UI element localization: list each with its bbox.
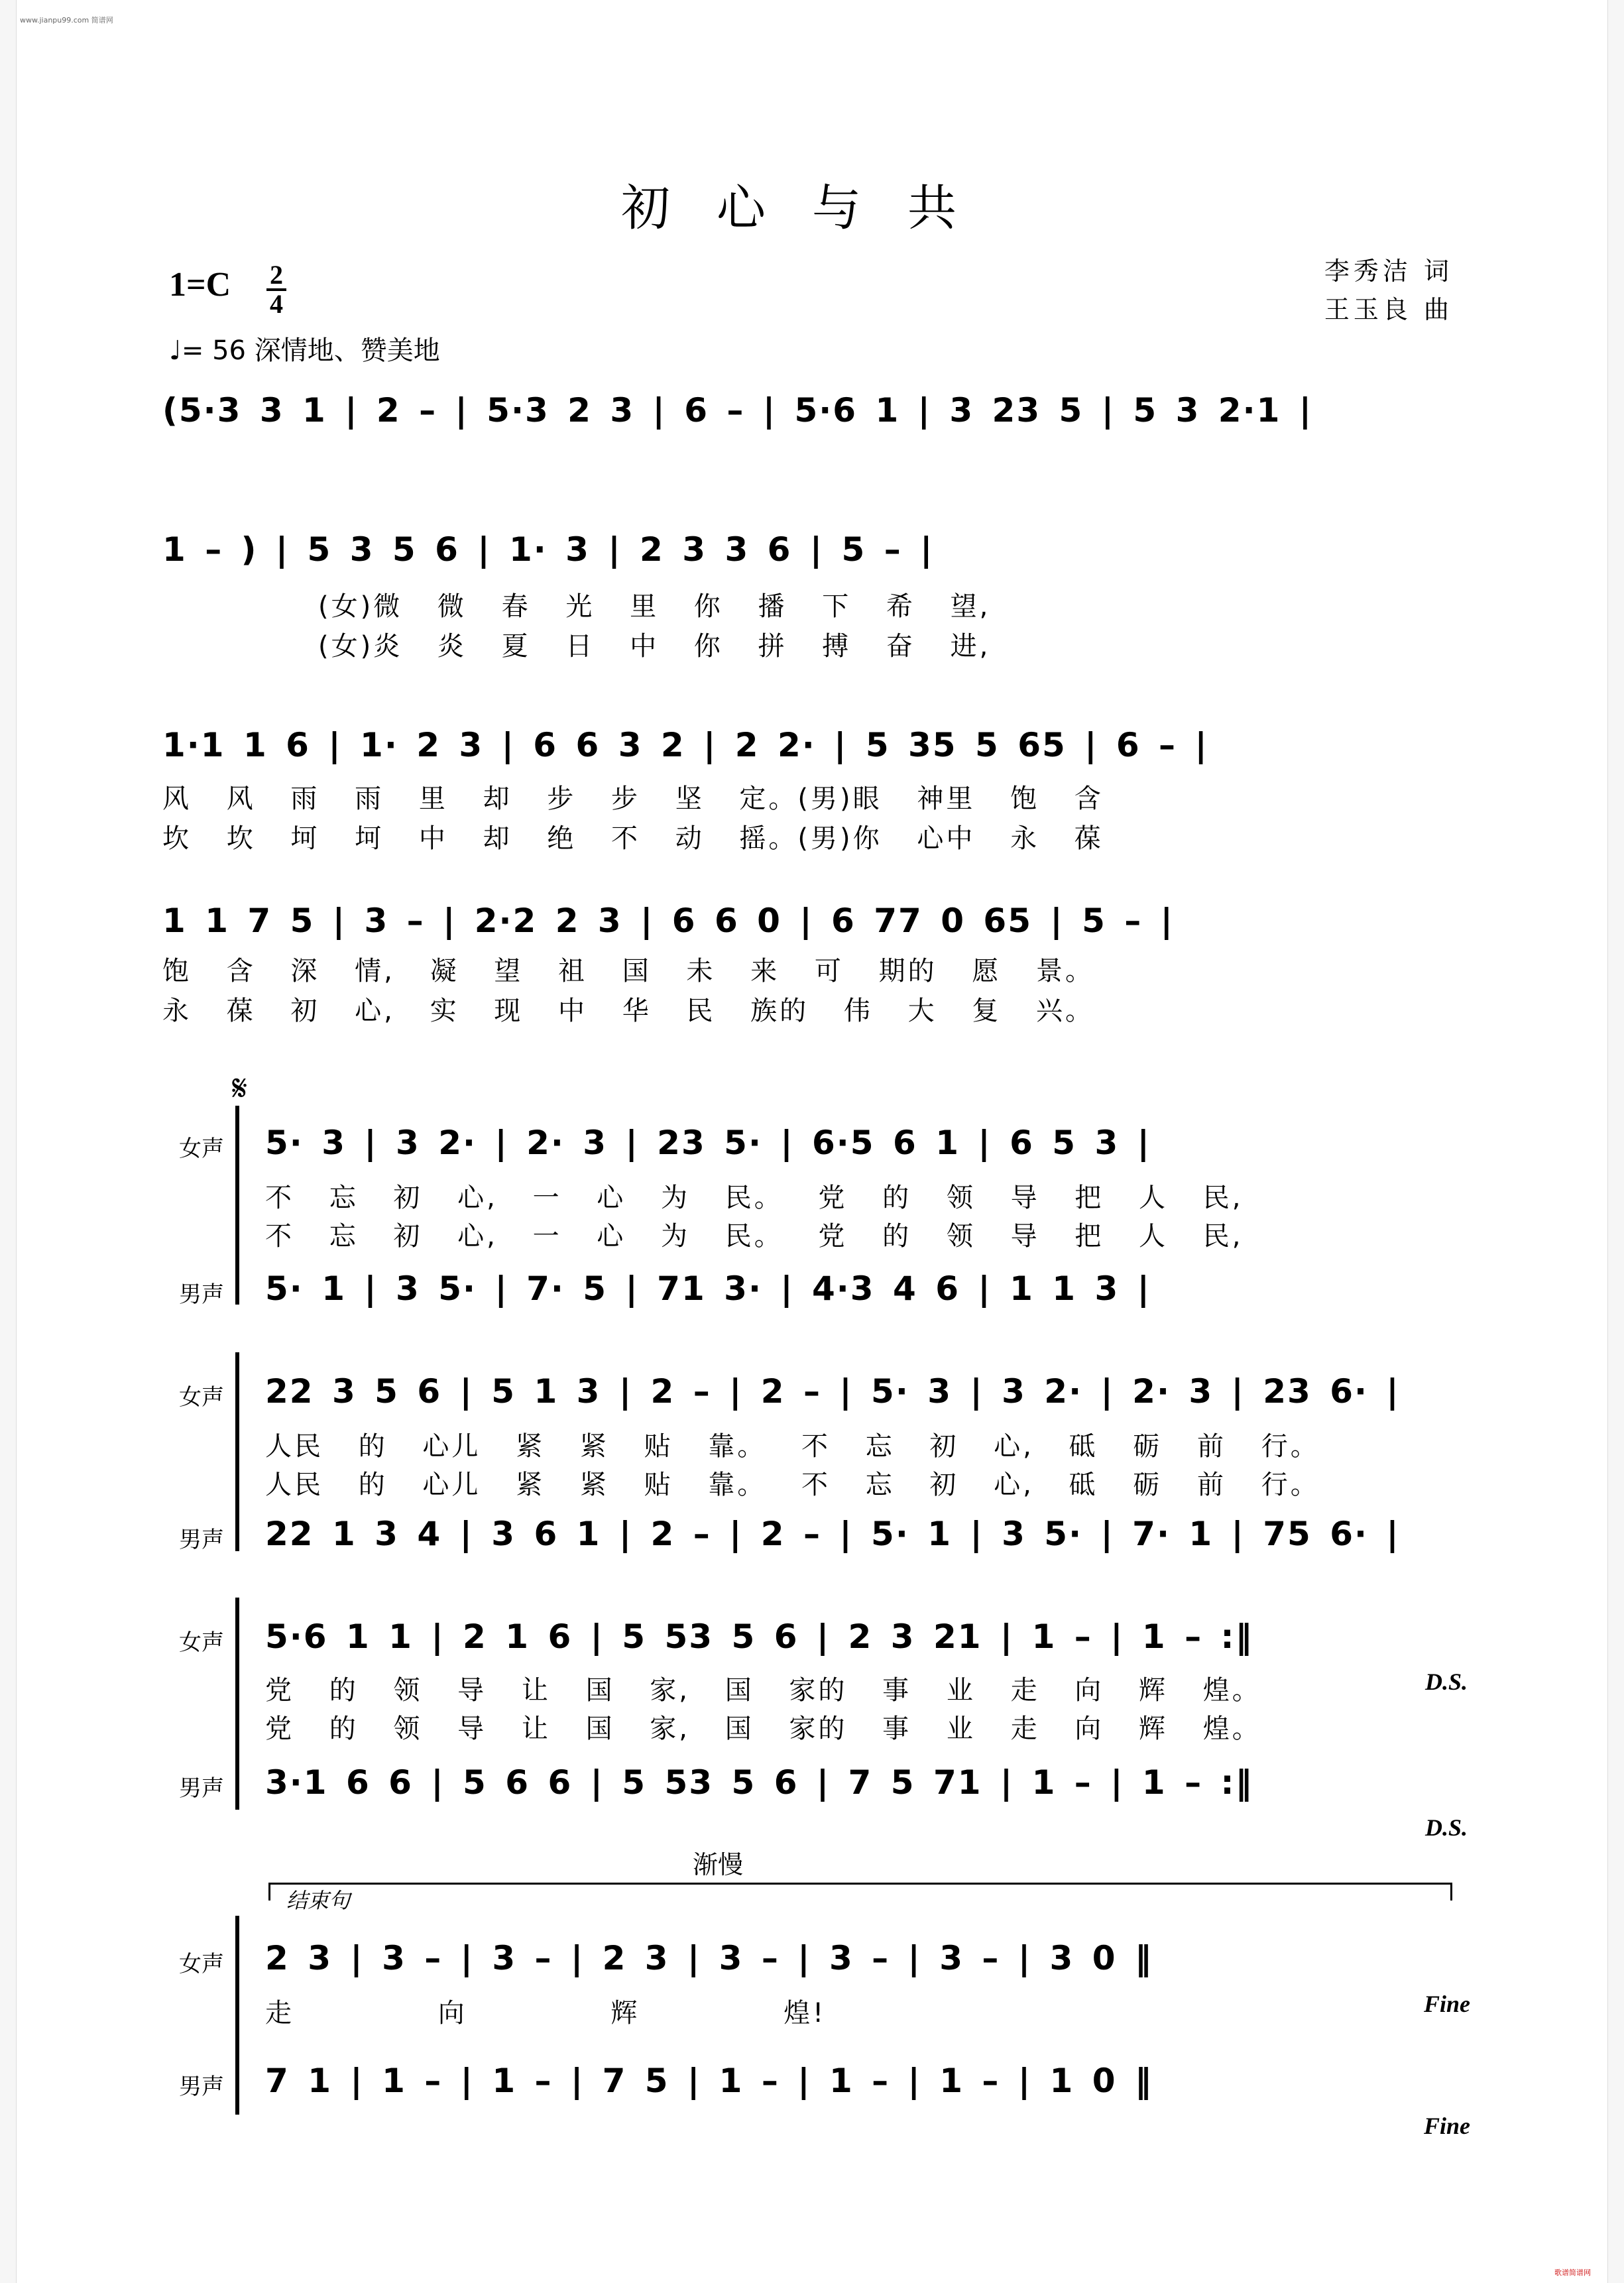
song-title: 初心与共 bbox=[621, 180, 1003, 237]
left-margin-strip bbox=[0, 0, 17, 2283]
system-6-female-notes: 22 3 5 6 | 5 1 3 | 2 – | 2 – | 5· 3 | 3 2· | 2· 3 | 23 6· | bbox=[265, 1372, 1400, 1411]
system-8-female-label: 女声 bbox=[179, 1951, 224, 1977]
system-4-lyrics-2: 永 葆 初 心, 实 现 中 华 民 族的 伟 大 复 兴。 bbox=[162, 996, 1095, 1026]
system-5-female-label: 女声 bbox=[179, 1136, 224, 1162]
segno-sign: 𝄋 bbox=[232, 1067, 248, 1109]
system-5-lyrics-2: 不 忘 初 心, 一 心 为 民。 党 的 领 导 把 人 民, bbox=[265, 1221, 1244, 1252]
fine-mark-female: Fine bbox=[1424, 1991, 1471, 2017]
system-6-lyrics-2: 人民 的 心儿 紧 紧 贴 靠。 不 忘 初 心, 砥 砺 前 行。 bbox=[265, 1470, 1320, 1500]
system-6-lyrics-1: 人民 的 心儿 紧 紧 贴 靠。 不 忘 初 心, 砥 砺 前 行。 bbox=[265, 1431, 1320, 1462]
system-4-lyrics-1: 饱 含 深 情, 凝 望 祖 国 未 来 可 期的 愿 景。 bbox=[162, 956, 1095, 986]
right-margin-strip bbox=[1607, 0, 1624, 2283]
system-8-male-label: 男声 bbox=[179, 2074, 224, 2100]
time-sig-top: 2 bbox=[270, 260, 283, 290]
system-7-male-label: 男声 bbox=[179, 1775, 224, 1802]
ds-mark-male: D.S. bbox=[1425, 1814, 1468, 1841]
time-signature bbox=[266, 262, 286, 318]
ending-label: 结束句 bbox=[286, 1888, 351, 1913]
system-1-notes: (5·3 3 1 | 2 – | 5·3 2 3 | 6 – | 5·6 1 | 3 23 5 | 5 3 2·1 | bbox=[162, 391, 1313, 430]
site-watermark: www.jianpu99.com 简谱网 bbox=[20, 16, 113, 25]
system-5-male-notes: 5· 1 | 3 5· | 7· 5 | 71 3· | 4·3 4 6 | 1 1 3 | bbox=[265, 1269, 1151, 1308]
system-8-bracket bbox=[235, 1916, 246, 2115]
system-5-female-notes: 5· 3 | 3 2· | 2· 3 | 23 5· | 6·5 6 1 | 6 5 3 | bbox=[265, 1124, 1151, 1162]
system-3-lyrics-2: 坎 坎 坷 坷 中 却 绝 不 动 摇。(男)你 心中 永 葆 bbox=[162, 823, 1104, 854]
ds-mark-female: D.S. bbox=[1425, 1668, 1468, 1695]
tempo-marking: ♩= 56 深情地、赞美地 bbox=[169, 335, 440, 366]
system-2-lyrics-1: (女)微 微 春 光 里 你 播 下 希 望, bbox=[318, 591, 991, 622]
system-8-male-notes: 7 1 | 1 – | 1 – | 7 5 | 1 – | 1 – | 1 – | 1 0 ‖ bbox=[265, 2062, 1153, 2100]
system-7-lyrics-1: 党 的 领 导 让 国 家, 国 家的 事 业 走 向 辉 煌。 bbox=[265, 1675, 1261, 1706]
lyricist-credit: 李秀洁 词 bbox=[1324, 257, 1453, 286]
credits bbox=[1324, 252, 1453, 329]
system-7-bracket bbox=[235, 1598, 246, 1810]
system-6-bracket bbox=[235, 1352, 246, 1551]
system-5-male-label: 男声 bbox=[179, 1281, 224, 1308]
system-5-bracket bbox=[235, 1106, 246, 1305]
system-2-notes: 1 – ) | 5 3 5 6 | 1· 3 | 2 3 3 6 | 5 – | bbox=[162, 530, 934, 569]
key-signature: 1=C bbox=[169, 266, 231, 304]
time-sig-bottom: 4 bbox=[270, 289, 283, 319]
system-8-female-notes: 2 3 | 3 – | 3 – | 2 3 | 3 – | 3 – | 3 – | 3 0 ‖ bbox=[265, 1939, 1153, 1977]
corner-watermark: 歌谱简谱网 bbox=[1554, 2268, 1591, 2277]
system-6-male-label: 男声 bbox=[179, 1527, 224, 1553]
system-3-notes: 1·1 1 6 | 1· 2 3 | 6 6 3 2 | 2 2· | 5 35 5 65 | 6 – | bbox=[162, 726, 1208, 764]
system-7-female-label: 女声 bbox=[179, 1629, 224, 1656]
fine-mark-male: Fine bbox=[1424, 2113, 1471, 2139]
system-7-female-notes: 5·6 1 1 | 2 1 6 | 5 53 5 6 | 2 3 21 | 1 – | 1 – :‖ bbox=[265, 1617, 1253, 1656]
system-4-notes: 1 1 7 5 | 3 – | 2·2 2 3 | 6 6 0 | 6 77 0 65 | 5 – | bbox=[162, 902, 1174, 940]
ritardando-marking: 渐慢 bbox=[693, 1850, 744, 1879]
system-6-male-notes: 22 1 3 4 | 3 6 1 | 2 – | 2 – | 5· 1 | 3 5· | 7· 1 | 75 6· | bbox=[265, 1515, 1400, 1553]
ending-bracket bbox=[268, 1883, 1452, 1901]
system-3-lyrics-1: 风 风 雨 雨 里 却 步 步 坚 定。(男)眼 神里 饱 含 bbox=[162, 784, 1104, 814]
system-7-lyrics-2: 党 的 领 导 让 国 家, 国 家的 事 业 走 向 辉 煌。 bbox=[265, 1714, 1261, 1744]
system-2-lyrics-2: (女)炎 炎 夏 日 中 你 拼 搏 奋 进, bbox=[318, 631, 991, 662]
system-6-female-label: 女声 bbox=[179, 1384, 224, 1411]
system-7-male-notes: 3·1 6 6 | 5 6 6 | 5 53 5 6 | 7 5 71 | 1 – | 1 – :‖ bbox=[265, 1763, 1253, 1802]
system-5-lyrics-1: 不 忘 初 心, 一 心 为 民。 党 的 领 导 把 人 民, bbox=[265, 1183, 1244, 1213]
composer-credit: 王玉良 曲 bbox=[1324, 295, 1453, 324]
system-8-lyrics: 走 向 辉 煌! bbox=[265, 1998, 827, 2028]
